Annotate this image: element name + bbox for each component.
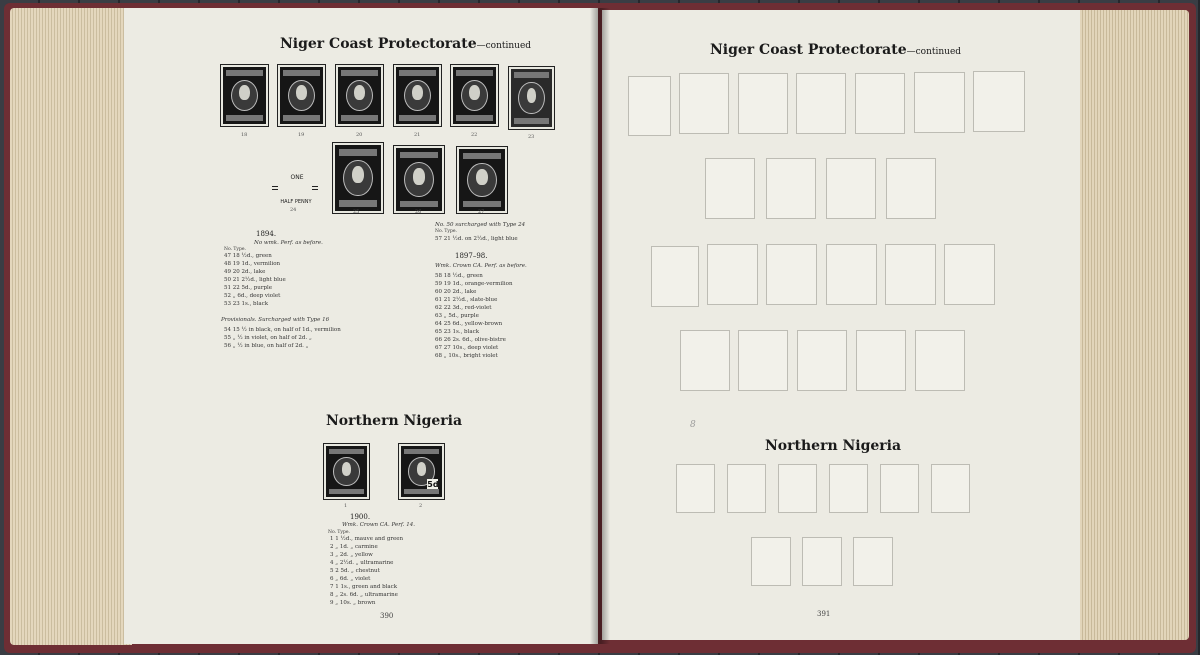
stamp-mount: [973, 71, 1025, 132]
year-1894: 1894.: [256, 230, 277, 238]
year-1897: 1897–98.: [455, 252, 488, 260]
provisionals-caption: Provisionals. Surcharged with Type 16: [221, 317, 330, 323]
table-row: 55 „ ½ in violet, on half of 2d. „: [224, 335, 312, 341]
stamp-label: 2: [419, 503, 423, 509]
stamp-25: [333, 143, 383, 213]
stamp-mount: [886, 158, 936, 219]
pencil-note: 8: [690, 420, 696, 430]
table-row: 47 18 ½d., green: [224, 253, 272, 259]
table-row: 66 26 2s. 6d., olive-bistre: [435, 337, 506, 343]
stamp-label: 1: [344, 503, 348, 509]
stamp-label: 22: [471, 132, 478, 138]
table-row: 7 1 1s., green and black: [330, 584, 398, 590]
stamp-mount: [676, 464, 715, 513]
stamp-mount: [738, 330, 788, 391]
stamp-mount: [855, 73, 905, 134]
table-row: 54 15 ½ in black, on half of 1d., vermilion: [224, 327, 341, 333]
table-row: 53 23 1s., black: [224, 301, 269, 307]
stamp-mount: [856, 330, 906, 391]
stamp-label: 21: [414, 132, 421, 138]
table-row: 65 23 1s., black: [435, 329, 480, 335]
table-row: 67 27 10s., deep violet: [435, 345, 499, 351]
right-page-heading: [710, 42, 961, 58]
stamp-mount: [826, 244, 877, 305]
table-row: 6 „ 6d. „ violet: [330, 576, 371, 582]
stamp-mount: [797, 330, 847, 391]
stamp-mount: [680, 330, 730, 391]
table-row: 4 „ 2½d. „ ultramarine: [330, 560, 394, 566]
stamp-label: 26: [415, 209, 422, 215]
table-1894: [224, 252, 286, 308]
right-page-heading2: Northern Nigeria: [765, 438, 902, 454]
table-row: 63 „ 5d., purple: [435, 313, 479, 319]
table-header: No. Type.: [328, 530, 350, 535]
left-page: [124, 8, 598, 644]
table-row: 50 21 2½d., light blue: [224, 277, 286, 283]
stamp-mount: [705, 158, 755, 219]
stamp-mount: [679, 73, 729, 134]
surcharge-bar-left: [272, 186, 278, 190]
heading-suffix: —continued: [476, 41, 532, 51]
page-number-left: 390: [380, 612, 394, 620]
stamp-mount: [853, 537, 893, 586]
stamp-mount: [727, 464, 766, 513]
stamp-26: [394, 146, 444, 213]
stamp-nn-2: [399, 444, 444, 499]
table-row: 52 „ 6d., deep violet: [224, 293, 281, 299]
stamp-label: 24: [290, 207, 297, 213]
caption-no50: No. 50 surcharged with Type 24: [435, 222, 526, 228]
stamp-mount: [880, 464, 919, 513]
stamp-27: [457, 147, 507, 213]
stamp-mount: [766, 244, 817, 305]
stamp-label: 18: [241, 132, 248, 138]
table-row: 49 20 2d., lake: [224, 269, 266, 275]
stamp-mount: [707, 244, 758, 305]
table-row: 64 25 6d., yellow-brown: [435, 321, 503, 327]
table-row: 60 20 2d., lake: [435, 289, 477, 295]
table-row: 62 22 3d., red-violet: [435, 305, 492, 311]
stamp-label: 19: [298, 132, 305, 138]
table-provisionals: [224, 326, 341, 350]
stamp-label: 27: [478, 209, 485, 215]
left-page-heading2: Northern Nigeria: [326, 413, 463, 429]
table-row: 51 22 5d., purple: [224, 285, 272, 291]
stamp-mount: [802, 537, 842, 586]
table-row: 5 2 5d. „ chestnut: [330, 568, 380, 574]
stamp-mount: [914, 72, 965, 133]
table-row: 58 18 ½d., green: [435, 273, 483, 279]
book-gutter: [590, 8, 610, 644]
stamp-label: 25: [353, 209, 360, 215]
stamp-mount: [826, 158, 876, 219]
heading-main: Niger Coast Protectorate: [710, 42, 907, 58]
stamp-nn-1: [324, 444, 369, 499]
table-row: 68 „ 10s., bright violet: [435, 353, 498, 359]
table-row: 3 „ 2d. „ yellow: [330, 552, 373, 558]
heading-main: Niger Coast Protectorate: [280, 36, 477, 52]
stamp-21: [394, 65, 441, 126]
stamp-20: [336, 65, 383, 126]
stamp-mount: [651, 246, 699, 307]
table-row: 1 1 ½d., mauve and green: [330, 536, 404, 542]
stamp-mount: [915, 330, 965, 391]
stamp-label: 23: [528, 134, 535, 140]
stamp-mount: [628, 76, 671, 136]
stamp-mount: [931, 464, 970, 513]
year-1900: 1900.: [350, 513, 371, 521]
table-row: 59 19 1d., orange-vermilion: [435, 281, 513, 287]
left-page-heading: [280, 36, 531, 52]
stamp-23: [509, 67, 554, 129]
stamp-mount: [829, 464, 868, 513]
caption-1897: Wmk. Crown CA. Perf. as before.: [435, 263, 527, 269]
table-row: 61 21 2½d., slate-blue: [435, 297, 498, 303]
table-header: No. Type.: [224, 247, 246, 252]
stamp-22: [451, 65, 498, 126]
table-row: 57 21 ½d. on 2½d., light blue: [435, 236, 518, 242]
table-header: No. Type.: [435, 229, 457, 234]
stamp-label: 20: [356, 132, 363, 138]
surcharge-bar-right: [312, 186, 318, 190]
table-1900: [330, 535, 403, 607]
stamp-value: 5d: [427, 479, 439, 489]
page-edges-left: [10, 8, 132, 645]
stamp-mount: [778, 464, 817, 513]
table-row: 2 „ 1d. „ carmine: [330, 544, 378, 550]
caption-1894: No wmk. Perf. as before.: [254, 240, 323, 246]
table-row: 8 „ 2s. 6d. „ ultramarine: [330, 592, 398, 598]
stamp-18: [221, 65, 268, 126]
page-number-right: 391: [817, 610, 831, 618]
table-row: 56 „ ½ in blue, on half of 2d. „: [224, 343, 309, 349]
stamp-19: [278, 65, 325, 126]
caption-1900: Wmk. Crown CA. Perf. 14.: [342, 522, 415, 528]
page-edges-right: [1074, 10, 1189, 640]
heading-suffix: —continued: [906, 47, 962, 57]
table-row: 9 „ 10s. „ brown: [330, 600, 376, 606]
stamp-mount: [796, 73, 846, 134]
stamp-mount: [738, 73, 788, 134]
surcharge-top-text: ONE: [290, 174, 304, 181]
right-page: [602, 10, 1080, 640]
surcharge-bottom-text: HALF PENNY: [280, 199, 312, 205]
table-row: 48 19 1d., vermilion: [224, 261, 281, 267]
table-1897: [435, 272, 513, 360]
stamp-mount: [885, 244, 936, 305]
stamp-mount: [751, 537, 791, 586]
stamp-mount: [766, 158, 816, 219]
stamp-mount: [944, 244, 995, 305]
